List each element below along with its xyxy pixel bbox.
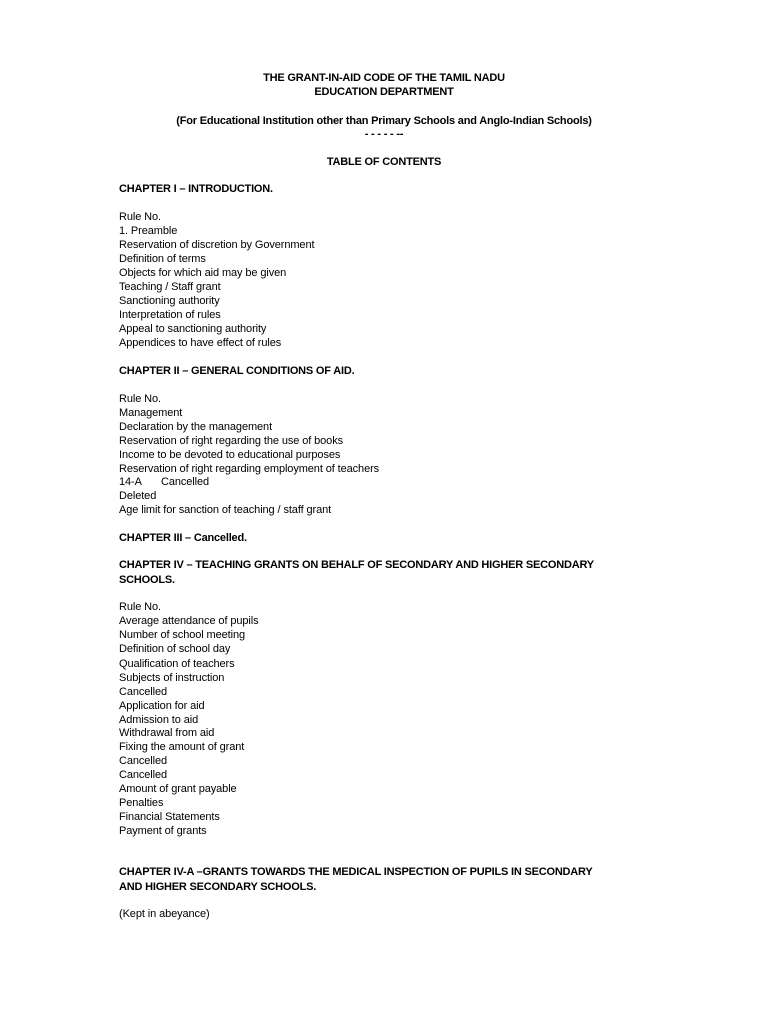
chapter-4a-note: (Kept in abeyance) <box>119 908 210 920</box>
chapter-1-item: Appeal to sanctioning authority <box>119 323 267 335</box>
chapter-4-item: Qualification of teachers <box>119 658 235 670</box>
chapter-4a-heading: CHAPTER IV-A –GRANTS TOWARDS THE MEDICAL INSPECTION OF PUPILS IN SECONDARY AND HIGHER SECONDARY SCHOOLS. <box>119 866 593 893</box>
chapter-1-item: Definition of terms <box>119 253 206 265</box>
chapter-2-item: Management <box>119 407 183 419</box>
chapter-2-item: Reservation of right regarding the use of books <box>119 435 343 447</box>
chapter-3-heading: CHAPTER III – Cancelled. <box>119 532 247 544</box>
chapter-2-item: Deleted <box>119 490 157 502</box>
document-title-line-2: EDUCATION DEPARTMENT <box>314 86 454 98</box>
separator-line: - - - - - -- <box>364 128 404 140</box>
chapter-4-item: Financial Statements <box>119 811 220 823</box>
chapter-2-item: Age limit for sanction of teaching / staff grant <box>119 504 332 516</box>
chapter-1-item: Interpretation of rules <box>119 309 221 321</box>
chapter-4-item: Average attendance of pupils <box>119 615 259 627</box>
chapter-4-item: Cancelled <box>119 769 168 781</box>
chapter-1-item: 1. Preamble <box>119 225 178 237</box>
chapter-1-item: Objects for which aid may be given <box>119 267 287 279</box>
chapter-1-item: Teaching / Staff grant <box>119 281 221 293</box>
rule-number: 14-A <box>119 476 142 488</box>
chapter-2-heading: CHAPTER II – GENERAL CONDITIONS OF AID. <box>119 365 355 377</box>
toc-title: TABLE OF CONTENTS <box>326 156 442 168</box>
chapter-1-item: Sanctioning authority <box>119 295 220 307</box>
chapter-4-item: Fixing the amount of grant <box>119 741 245 753</box>
chapter-2-item: Income to be devoted to educational purposes <box>119 449 341 461</box>
chapter-2-item: Rule No. <box>119 393 161 405</box>
chapter-2-item: Reservation of right regarding employment of teachers <box>119 463 380 475</box>
chapter-2-item: Declaration by the management <box>119 421 273 433</box>
chapter-1-item: Appendices to have effect of rules <box>119 337 282 349</box>
chapter-4-item: Withdrawal from aid <box>119 727 215 739</box>
chapter-1-heading: CHAPTER I – INTRODUCTION. <box>119 183 273 195</box>
chapter-4-item: Number of school meeting <box>119 629 245 641</box>
rule-text: Cancelled <box>161 476 210 488</box>
chapter-4-item: Admission to aid <box>119 714 199 726</box>
chapter-4-item: Payment of grants <box>119 825 207 837</box>
chapter-4-item: Definition of school day <box>119 643 231 655</box>
chapter-4-item: Amount of grant payable <box>119 783 237 795</box>
chapter-1-item: Reservation of discretion by Government <box>119 239 315 251</box>
chapter-4-heading: CHAPTER IV – TEACHING GRANTS ON BEHALF OF SECONDARY AND HIGHER SECONDARY SCHOOLS. <box>119 559 594 586</box>
document-title-line-1: THE GRANT-IN-AID CODE OF THE TAMIL NADU <box>263 72 505 84</box>
chapter-4-item: Rule No. <box>119 601 161 613</box>
chapter-4-item: Cancelled <box>119 755 168 767</box>
chapter-4-item: Penalties <box>119 797 164 809</box>
chapter-4-item: Application for aid <box>119 700 205 712</box>
chapter-2-item-14a <box>119 475 209 489</box>
document-subtitle: (For Educational Institution other than Primary Schools and Anglo-Indian Schools) <box>176 115 592 127</box>
chapter-1-item: Rule No. <box>119 211 161 223</box>
chapter-4-item: Cancelled <box>119 686 168 698</box>
chapter-4-item: Subjects of instruction <box>119 672 225 684</box>
